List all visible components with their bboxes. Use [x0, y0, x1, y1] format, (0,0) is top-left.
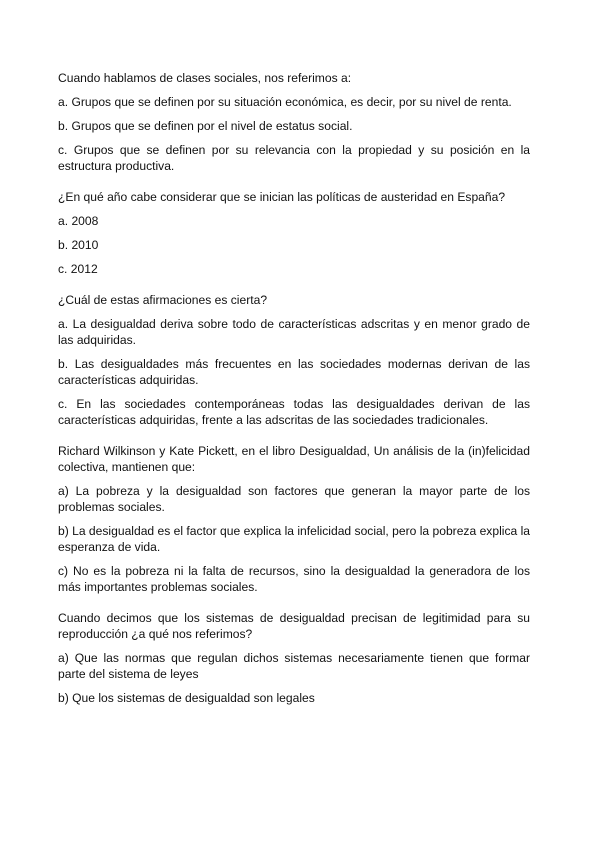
question-5-option-b: b) Que los sistemas de desigualdad son legales [58, 691, 315, 705]
question-2-option-c: c. 2012 [58, 262, 98, 276]
question-3-option-a: a. La desigualdad deriva sobre todo de características adscritas y en menor grado de las adquiridas. [58, 317, 530, 347]
question-2 [58, 189, 530, 277]
question-1-option-b: b. Grupos que se definen por el nivel de estatus social. [58, 119, 353, 133]
question-3 [58, 292, 530, 428]
question-1-option-a: a. Grupos que se definen por su situación económica, es decir, por su nivel de renta. [58, 95, 512, 109]
question-4-option-b: b) La desigualdad es el factor que explica la infelicidad social, pero la pobreza explica la esperanza de vida. [58, 524, 530, 554]
question-4-option-c: c) No es la pobreza ni la falta de recursos, sino la desigualdad la generadora de los más importantes problemas sociales. [58, 564, 530, 594]
question-5-stem: Cuando decimos que los sistemas de desigualdad precisan de legitimidad para su reproducción ¿a qué nos referimos? [58, 611, 530, 641]
question-4 [58, 443, 530, 595]
question-2-stem: ¿En qué año cabe considerar que se inician las políticas de austeridad en España? [58, 190, 506, 204]
question-2-option-b: b. 2010 [58, 238, 99, 252]
question-3-option-b: b. Las desigualdades más frecuentes en las sociedades modernas derivan de las características adquiridas. [58, 357, 530, 387]
question-4-option-a: a) La pobreza y la desigualdad son factores que generan la mayor parte de los problemas sociales. [58, 484, 530, 514]
question-1-stem: Cuando hablamos de clases sociales, nos referimos a: [58, 71, 352, 85]
question-1-option-c: c. Grupos que se definen por su relevancia con la propiedad y su posición en la estructura productiva. [58, 143, 530, 173]
question-1 [58, 70, 530, 174]
question-3-stem: ¿Cuál de estas afirmaciones es cierta? [58, 293, 268, 307]
document-page [58, 70, 530, 714]
question-5-option-a: a) Que las normas que regulan dichos sistemas necesariamente tienen que formar parte del sistema de leyes [58, 651, 530, 681]
question-4-stem: Richard Wilkinson y Kate Pickett, en el libro Desigualdad, Un análisis de la (in)felicidad colectiva, mantienen que: [58, 444, 530, 474]
question-2-option-a: a. 2008 [58, 214, 99, 228]
question-3-option-c: c. En las sociedades contemporáneas todas las desigualdades derivan de las características adquiridas, frente a las adscritas de las sociedades tradicionales. [58, 397, 530, 427]
question-5 [58, 610, 530, 706]
